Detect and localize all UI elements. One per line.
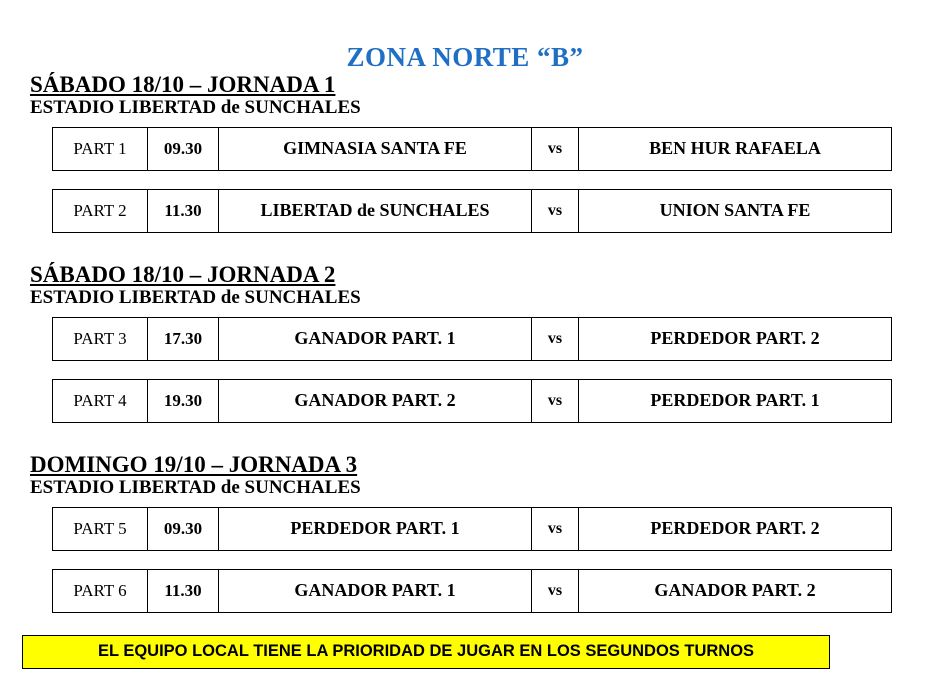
match-part-label: PART 2	[53, 189, 148, 232]
match-table-3	[52, 317, 892, 361]
match-home-team: GANADOR PART. 1	[219, 317, 532, 360]
match-table-1	[52, 127, 892, 171]
match-home-team: LIBERTAD de SUNCHALES	[219, 189, 532, 232]
stadium-heading-1: ESTADIO LIBERTAD de SUNCHALES	[30, 97, 361, 119]
row-spacer	[30, 361, 906, 371]
match-vs-label: vs	[532, 569, 579, 612]
footer-note-wrapper	[0, 635, 930, 669]
match-time: 09.30	[148, 127, 219, 170]
row-spacer	[30, 551, 906, 561]
match-vs-label: vs	[532, 379, 579, 422]
match-part-label: PART 5	[53, 507, 148, 550]
match-part-label: PART 1	[53, 127, 148, 170]
match-home-team: GIMNASIA SANTA FE	[219, 127, 532, 170]
table-row	[53, 189, 892, 232]
table-row	[53, 507, 892, 550]
page-title: ZONA NORTE “B”	[346, 42, 584, 72]
match-vs-label: vs	[532, 507, 579, 550]
jornada-heading-2: SÁBADO 18/10 – JORNADA 2	[30, 261, 336, 287]
match-time: 19.30	[148, 379, 219, 422]
match-vs-label: vs	[532, 189, 579, 232]
match-vs-label: vs	[532, 127, 579, 170]
priority-note: EL EQUIPO LOCAL TIENE LA PRIORIDAD DE JUGAR EN LOS SEGUNDOS TURNOS	[22, 635, 830, 669]
row-spacer	[30, 171, 906, 181]
match-part-label: PART 3	[53, 317, 148, 360]
match-table-2	[52, 189, 892, 233]
section-gap	[0, 233, 930, 263]
table-row	[53, 317, 892, 360]
jornada-section-1	[0, 73, 930, 233]
match-table-4	[52, 379, 892, 423]
jornada-section-3	[0, 453, 930, 613]
section-gap	[0, 423, 930, 453]
match-table-6	[52, 569, 892, 613]
match-away-team: BEN HUR RAFAELA	[579, 127, 892, 170]
jornada-heading-1: SÁBADO 18/10 – JORNADA 1	[30, 72, 336, 97]
match-away-team: GANADOR PART. 2	[579, 569, 892, 612]
match-home-team: PERDEDOR PART. 1	[219, 507, 532, 550]
match-table-5	[52, 507, 892, 551]
match-part-label: PART 4	[53, 379, 148, 422]
table-row	[53, 569, 892, 612]
match-vs-label: vs	[532, 317, 579, 360]
jornada-heading-3: DOMINGO 19/10 – JORNADA 3	[30, 451, 358, 477]
table-row	[53, 379, 892, 422]
table-row	[53, 127, 892, 170]
match-away-team: PERDEDOR PART. 2	[579, 317, 892, 360]
match-away-team: PERDEDOR PART. 2	[579, 507, 892, 550]
match-time: 11.30	[148, 189, 219, 232]
match-home-team: GANADOR PART. 2	[219, 379, 532, 422]
match-home-team: GANADOR PART. 1	[219, 569, 532, 612]
match-time: 11.30	[148, 569, 219, 612]
stadium-heading-2: ESTADIO LIBERTAD de SUNCHALES	[30, 287, 361, 309]
match-part-label: PART 6	[53, 569, 148, 612]
match-time: 09.30	[148, 507, 219, 550]
match-away-team: PERDEDOR PART. 1	[579, 379, 892, 422]
stadium-heading-3: ESTADIO LIBERTAD de SUNCHALES	[30, 477, 361, 499]
match-time: 17.30	[148, 317, 219, 360]
match-away-team: UNION SANTA FE	[579, 189, 892, 232]
jornada-section-2	[0, 263, 930, 423]
